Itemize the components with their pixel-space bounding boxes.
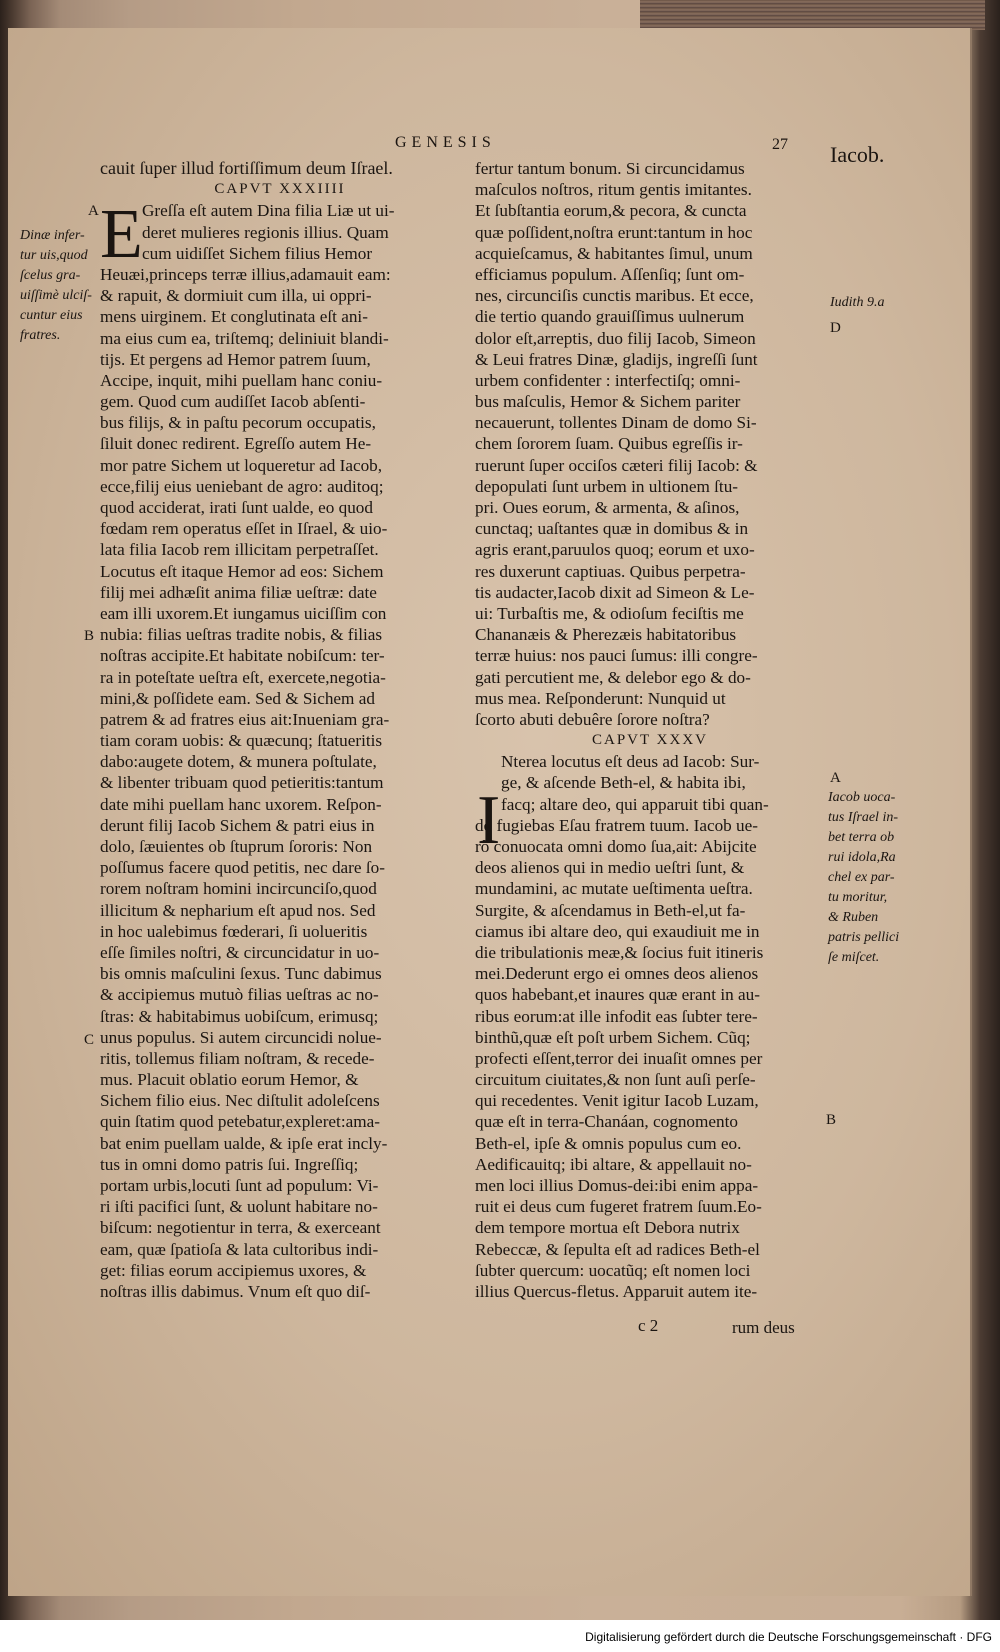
text-line: bat enim puellam ualde, & ipſe erat incly- bbox=[100, 1133, 388, 1153]
text-line: bus filijs, & in paſtu pecorum occupatis, bbox=[100, 413, 376, 433]
text-line: ritis, tollemus filiam noſtram, & recede- bbox=[100, 1048, 375, 1068]
text-line: deos alienos qui in medio ueſtri ſunt, & bbox=[475, 858, 745, 878]
text-line: mini,& poſſidete eam. Sed & Sichem ad bbox=[100, 688, 375, 708]
book-edge bbox=[640, 0, 985, 30]
text-line: biſcum: negotientur in terra, & exerceant bbox=[100, 1218, 381, 1238]
left-column bbox=[100, 158, 460, 1302]
text-line: eam, quæ ſpatioſa & lata cultoribus indi- bbox=[100, 1239, 379, 1259]
text-line: mus. Placuit oblatio eorum Hemor, & bbox=[100, 1070, 359, 1090]
text-line: mor patre Sichem ut loqueretur ad Iacob, bbox=[100, 455, 383, 475]
text-line: fertur tantum bonum. Si circuncidamus bbox=[475, 159, 745, 178]
text-line: necauerunt, tollentes Dinam de domo Si- bbox=[475, 413, 757, 433]
catchword: rum deus bbox=[732, 1318, 795, 1337]
text-line: ruit ei deus cum fugeret fratrem ſuum.Eo- bbox=[475, 1197, 762, 1217]
text-line: Surgite, & aſcendamus in Beth-el,ut fa- bbox=[475, 900, 746, 920]
text-line: & rapuit, & dormiuit cum illa, ui oppri- bbox=[100, 286, 372, 306]
text-line: dem tempore mortua eſt Debora nutrix bbox=[475, 1218, 740, 1238]
text-line: in hoc ualebimus fœderari, ſi uolueritis bbox=[100, 921, 368, 941]
margin-note-line: tur uis,quod bbox=[20, 248, 88, 263]
margin-letter-d-right: D bbox=[830, 320, 841, 336]
margin-letter-b-right: B bbox=[826, 1112, 837, 1128]
text-line: ruerunt ſuper occiſos cæteri filij Iacob: & bbox=[475, 455, 758, 475]
text-line: urbem confidenter : interfectiſq; omni- bbox=[475, 370, 741, 390]
text-line: dolor eſt,arreptis, duo filij Iacob, Simeon bbox=[475, 328, 756, 348]
margin-note-left bbox=[20, 226, 100, 346]
text-line: & libenter tribuam quod petieritis:tantum bbox=[100, 773, 384, 793]
text-line: ſiluit donec redirent. Egreſſo autem He- bbox=[100, 434, 372, 454]
text-line: tis audacter,Iacob dixit ad Simeon & Le- bbox=[475, 582, 755, 602]
text-line: ſtras: & habitabimus uobiſcum, erimusq; bbox=[100, 1006, 379, 1026]
caput-34-heading: CAPVT XXXIIII bbox=[214, 181, 346, 198]
text-line: tiam coram uobis: & quæcunq; ſtatueritis bbox=[100, 731, 383, 751]
text-line: quos habebant,et inaures quæ erant in au- bbox=[475, 985, 760, 1005]
text-line: quin ſtatim quod petebatur,expleret:ama- bbox=[100, 1112, 380, 1132]
margin-note-line: & Ruben bbox=[828, 910, 879, 925]
text-line: Rebeccæ, & ſepulta eſt ad radices Beth-el bbox=[475, 1239, 760, 1259]
text-line: ciamus ibi altare deo, qui exaudiuit me in bbox=[475, 921, 760, 941]
text-line: acquieſcamus, & habitantes ſimul, unum bbox=[475, 243, 753, 263]
running-head: GENESIS bbox=[395, 134, 496, 151]
left-first-line: cauit ſuper illud fortiſſimum deum Iſrael. bbox=[100, 158, 393, 178]
text-line: fœdam rem operatus eſſet in Iſrael, & uio- bbox=[100, 519, 388, 539]
text-line: mundamini, ac mutate ueſtimenta ueſtra. bbox=[475, 879, 753, 899]
margin-letter-c-left: C bbox=[84, 1032, 95, 1048]
text-line: & Leui fratres Dinæ, gladijs, ingreſſi ſunt bbox=[475, 349, 758, 369]
text-line: chem ſororem ſuam. Quibus egreſſis ir- bbox=[475, 434, 743, 454]
text-line: portam urbis,locuti ſunt ad populum: Vi- bbox=[100, 1176, 379, 1196]
text-line: ecce,filij eius ueniebant de agro: auditoq; bbox=[100, 476, 384, 496]
text-line: depopulati ſunt urbem in ultionem ſtu- bbox=[475, 476, 739, 496]
text-line: die tertio quando grauiſſimus uulnerum bbox=[475, 307, 745, 327]
text-line: ma eius cum ea, triſtemq; deliniuit blandi- bbox=[100, 328, 389, 348]
margin-note-line: ſe miſcet. bbox=[828, 950, 880, 965]
text-line: noſtras illis dabimus. Vnum eſt quo diſ- bbox=[100, 1281, 371, 1301]
text-line: & accipiemus mutuò filias ueſtras ac no- bbox=[100, 985, 379, 1005]
text-line: ri iſti pacifici ſunt, & uolunt habitare no- bbox=[100, 1197, 378, 1217]
text-line: ui: Turbaſtis me, & odioſum feciſtis me bbox=[475, 603, 744, 623]
margin-letter-a-right: A bbox=[830, 770, 841, 786]
text-line: qui recedentes. Venit igitur Iacob Luzam, bbox=[475, 1091, 759, 1111]
text-line: deret mulieres regionis illius. Quam bbox=[142, 222, 389, 242]
caput-35-heading: CAPVT XXXV bbox=[592, 732, 708, 749]
text-line: noſtras accipite.Et habitate nobiſcum: ter- bbox=[100, 646, 385, 666]
text-line: illicitum & nepharium eſt apud nos. Sed bbox=[100, 900, 376, 920]
margin-note-line: rui idola,Ra bbox=[828, 850, 896, 865]
right-text-lines-top bbox=[475, 158, 825, 730]
margin-note-line: ſcelus gra- bbox=[20, 268, 81, 283]
text-line: Nterea locutus eſt deus ad Iacob: Sur- bbox=[501, 752, 760, 772]
text-line: binthũ,quæ eſt poſt urbem Sichem. Cũq; bbox=[475, 1027, 751, 1047]
text-line: Sichem filio eius. Nec diſtulit adoleſcens bbox=[100, 1091, 380, 1111]
text-line: Heuæi,princeps terræ illius,adamauit eam: bbox=[100, 264, 391, 284]
text-line: bis omnis maſculini ſexus. Tunc dabimus bbox=[100, 964, 382, 984]
footer-bar bbox=[0, 1620, 1000, 1652]
text-line: pri. Oues eorum, & armenta, & aſinos, bbox=[475, 498, 740, 517]
margin-note-line: fratres. bbox=[20, 328, 61, 343]
drop-cap-e: E bbox=[100, 196, 143, 273]
margin-note-line: Iacob uoca- bbox=[828, 790, 896, 805]
margin-letter-b-left: B bbox=[84, 628, 95, 644]
text-line: eam illi uxorem.Et iungamus uiciſſim con bbox=[100, 603, 387, 623]
text-line: agris erant,paruulos quoq; eorum et uxo- bbox=[475, 540, 755, 560]
text-line: lata filia Iacob rem illicitam perpetraſſet. bbox=[100, 540, 379, 560]
text-line: illius Quercus-fletus. Apparuit autem ite- bbox=[475, 1281, 758, 1301]
text-line: ribus eorum:at ille infodit eas ſubter tere- bbox=[475, 1006, 758, 1026]
text-line: Greſſa eſt autem Dina filia Liæ ut ui- bbox=[142, 201, 395, 221]
text-line: terræ huius: nos pauci ſumus: illi congre- bbox=[475, 646, 758, 666]
page-number: 27 bbox=[772, 136, 788, 153]
headword: Iacob. bbox=[830, 142, 885, 167]
text-line: ra in poteſtate ueſtra eſt, exercete,negotia- bbox=[100, 667, 386, 687]
text-line: nubia: filias ueſtras tradite nobis, & filias bbox=[100, 625, 383, 645]
margin-note-line: Dinæ infer- bbox=[20, 228, 85, 243]
text-line: Accipe, inquit, mihi puellam hanc coniu- bbox=[100, 370, 383, 390]
text-line: efficiamus populum. Aſſenſiq; ſunt om- bbox=[475, 264, 745, 284]
text-line: tus in omni domo patris ſui. Ingreſſiq; bbox=[100, 1154, 359, 1174]
text-line: bus maſculis, Hemor & Sichem pariter bbox=[475, 392, 741, 412]
text-line: res duxerunt captiuas. Quibus perpetra- bbox=[475, 561, 746, 581]
text-line: do fugiebas Eſau fratrem tuum. Iacob ue- bbox=[475, 815, 759, 835]
text-line: rorem noſtram homini incircunciſo,quod bbox=[100, 879, 377, 899]
margin-note-line: tu moritur, bbox=[828, 890, 888, 905]
text-line: quod acciderat, irati ſunt ualde, eo quod bbox=[100, 498, 373, 518]
text-line: get: filias eorum accipiemus uxores, & bbox=[100, 1260, 367, 1280]
text-line: ſcorto abuti debuêre ſorore noſtra? bbox=[475, 709, 710, 729]
right-column bbox=[475, 158, 825, 1302]
margin-note-right bbox=[828, 788, 918, 968]
left-text-lines bbox=[100, 196, 460, 1302]
text-line: cum uidiſſet Sichem filius Hemor bbox=[142, 243, 373, 263]
text-line: rò conuocata omni domo ſua,ait: Abijcite bbox=[475, 837, 757, 857]
margin-note-line: patris pellici bbox=[828, 930, 900, 945]
text-line: facq; altare deo, qui apparuit tibi quan- bbox=[501, 794, 769, 814]
text-line: Locutus eſt itaque Hemor ad eos: Sichem bbox=[100, 561, 384, 581]
text-line: date mihi puellam hanc uxorem. Reſpon- bbox=[100, 794, 382, 814]
text-line: gati percutient me, & delebor ego & do- bbox=[475, 667, 751, 687]
text-line: ſubter quercum: uocatũq; eſt nomen loci bbox=[475, 1260, 751, 1280]
text-line: ge, & aſcende Beth-el, & habita ibi, bbox=[501, 773, 746, 793]
text-line: die tribulationis meæ,& ſocius fuit itineris bbox=[475, 942, 764, 962]
text-line: profecti eſſent,terror dei inuaſit omnes per bbox=[475, 1048, 763, 1068]
text-line: Beth-el, ipſe & omnis populus cum eo. bbox=[475, 1133, 742, 1153]
margin-note-line: uiſſimè ulciſ- bbox=[20, 288, 92, 303]
text-line: filij mei adhæſit anima filiæ ueſtræ: date bbox=[100, 582, 377, 602]
text-line: poſſumus facere quod petitis, nec dare ſo- bbox=[100, 858, 385, 878]
text-line: men loci illius Domus-dei:ibi enim appa- bbox=[475, 1176, 759, 1196]
text-line: Chananæis & Pherezæis habitatoribus bbox=[475, 625, 737, 645]
text-line: mens uirginem. Et conglutinata eſt ani- bbox=[100, 307, 368, 327]
margin-note-line: bet terra ob bbox=[828, 830, 895, 845]
text-line: circuitum ciuitates,& non ſunt auſi perſe- bbox=[475, 1070, 756, 1090]
text-line: unus populus. Si autem circuncidi nolue- bbox=[100, 1027, 382, 1047]
text-line: nes, circunciſis cunctis maribus. Et ecce, bbox=[475, 286, 754, 306]
text-line: maſculos noſtros, ritum gentis imitantes. bbox=[475, 180, 752, 200]
text-line: gem. Quod cum audiſſet Iacob abſenti- bbox=[100, 392, 366, 412]
margin-note-line: tus Iſrael in- bbox=[828, 810, 898, 825]
text-line: tijs. Et pergens ad Hemor patrem ſuum, bbox=[100, 349, 371, 369]
text-line: derunt filij Iacob Sichem & patri eius in bbox=[100, 815, 375, 835]
margin-letter-a-left: A bbox=[88, 203, 99, 219]
footer-credit: Digitalisierung gefördert durch die Deutsche Forschungsgemeinschaft · DFG bbox=[585, 1630, 992, 1644]
text-line: dolo, ſæuientes ob ſtuprum ſororis: Non bbox=[100, 837, 373, 857]
text-line: dabo:augete dotem, & munera poſtulate, bbox=[100, 752, 377, 772]
text-line: patrem & ad fratres eius ait:Inueniam gra- bbox=[100, 709, 390, 729]
text-line: Aedificauitq; ibi altare, & appellauit no- bbox=[475, 1154, 752, 1174]
text-line: quæ eſt in terra-Chanáan, cognomento bbox=[475, 1112, 738, 1132]
signature-mark: c 2 bbox=[638, 1316, 659, 1335]
text-line: Et ſubſtantia eorum,& pecora, & cuncta bbox=[475, 201, 747, 221]
text-line: mei.Dederunt ergo ei omnes deos alienos bbox=[475, 964, 759, 984]
margin-note-line: cuntur eius bbox=[20, 308, 83, 323]
text-line: eſſe ſimiles noſtri, & circuncidatur in uo- bbox=[100, 942, 380, 962]
text-line: mus mea. Reſponderunt: Nunquid ut bbox=[475, 688, 726, 708]
text-line: quæ poſſident,noſtra erunt:tantum in hoc bbox=[475, 222, 753, 242]
text-line: cunctaq; uaſtantes quæ in domibus & in bbox=[475, 519, 749, 539]
margin-ref-judith: Iudith 9.a bbox=[830, 295, 885, 310]
drop-cap-i: I bbox=[477, 782, 501, 859]
right-text-lines-bottom bbox=[475, 751, 825, 1302]
margin-note-line: chel ex par- bbox=[828, 870, 895, 885]
